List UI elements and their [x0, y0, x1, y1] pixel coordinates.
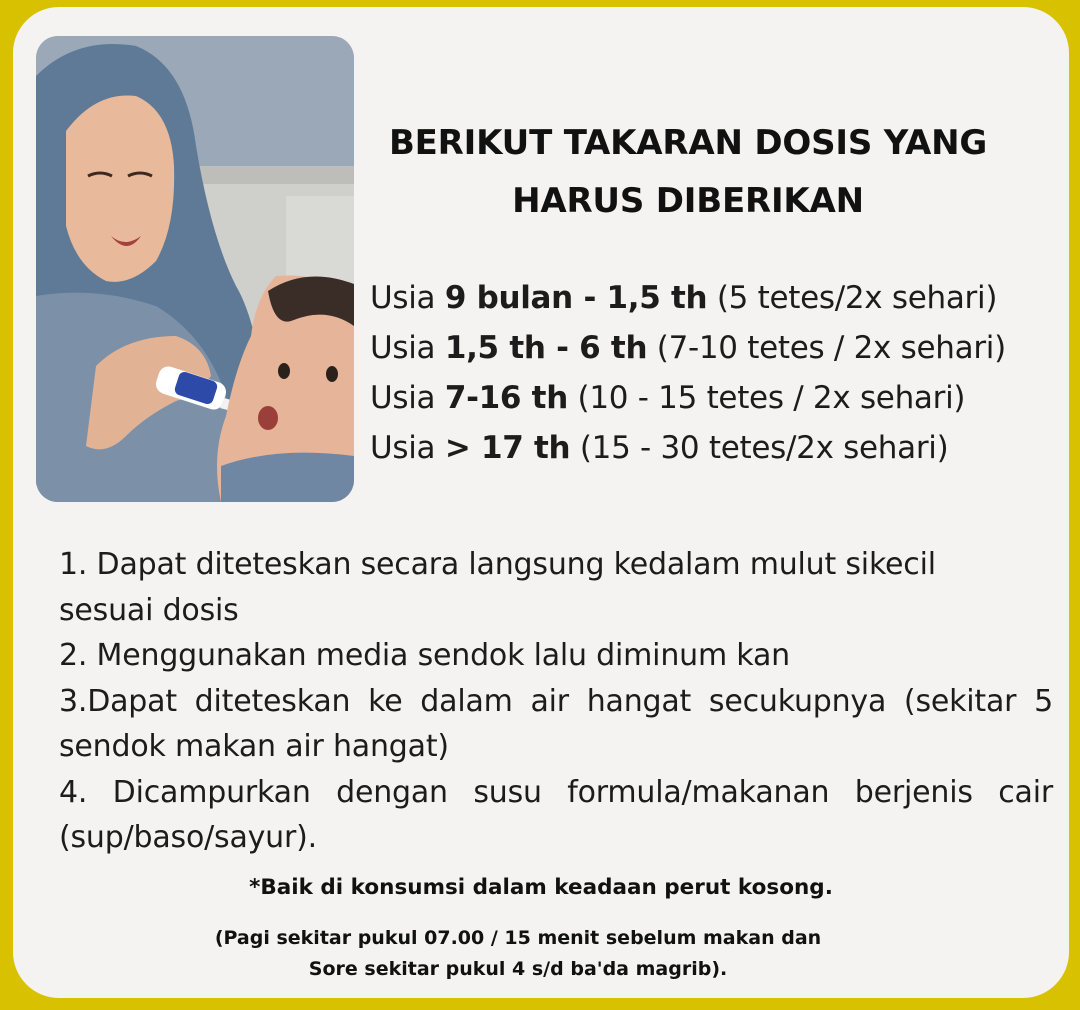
instruction-item: 3.Dapat diteteskan ke dalam air hangat secukupnya (sekitar 5 sendok makan air hangat) — [59, 683, 1053, 764]
note-main: *Baik di konsumsi dalam keadaan perut kosong. — [249, 875, 833, 900]
dose-item — [370, 273, 1069, 323]
dose-prefix: Usia — [370, 280, 445, 316]
info-card — [13, 7, 1069, 998]
title-line-2: HARUS DIBERIKAN — [512, 181, 864, 221]
dose-age: 7-16 th — [444, 380, 568, 416]
instruction-item: 1. Dapat diteteskan secara langsung kedalam mulut sikecil sesuai dosis — [59, 547, 936, 628]
dose-detail: (5 tetes/2x sehari) — [707, 280, 998, 316]
page-title — [353, 114, 1023, 230]
instruction-item: 2. Menggunakan media sendok lalu diminum kan — [59, 638, 790, 673]
dose-detail: (15 - 30 tetes/2x sehari) — [570, 430, 949, 466]
dose-prefix: Usia — [370, 330, 445, 366]
dose-detail: (7-10 tetes / 2x sehari) — [647, 330, 1006, 366]
dose-item — [370, 323, 1069, 373]
dose-age: 1,5 th - 6 th — [444, 330, 648, 366]
note-detail-line-2: Sore sekitar pukul 4 s/d ba'da magrib). — [308, 958, 728, 980]
dose-age: 9 bulan - 1,5 th — [444, 280, 708, 316]
mother-child-photo — [36, 36, 354, 502]
instruction-item: 4. Dicampurkan dengan susu formula/makanan berjenis cair (sup/baso/sayur). — [59, 774, 1053, 855]
dose-age: > 17 th — [444, 430, 571, 466]
dose-item — [370, 373, 1069, 423]
dose-detail: (10 - 15 tetes / 2x sehari) — [567, 380, 966, 416]
dose-prefix: Usia — [370, 380, 445, 416]
dose-prefix: Usia — [370, 430, 445, 466]
title-line-1: BERIKUT TAKARAN DOSIS YANG — [388, 123, 988, 163]
note-detail — [83, 923, 953, 985]
dose-item — [370, 423, 1069, 473]
instruction-list — [59, 542, 1053, 861]
dose-list — [370, 273, 1069, 473]
note-detail-line-1: (Pagi sekitar pukul 07.00 / 15 menit sebelum makan dan — [214, 927, 822, 949]
